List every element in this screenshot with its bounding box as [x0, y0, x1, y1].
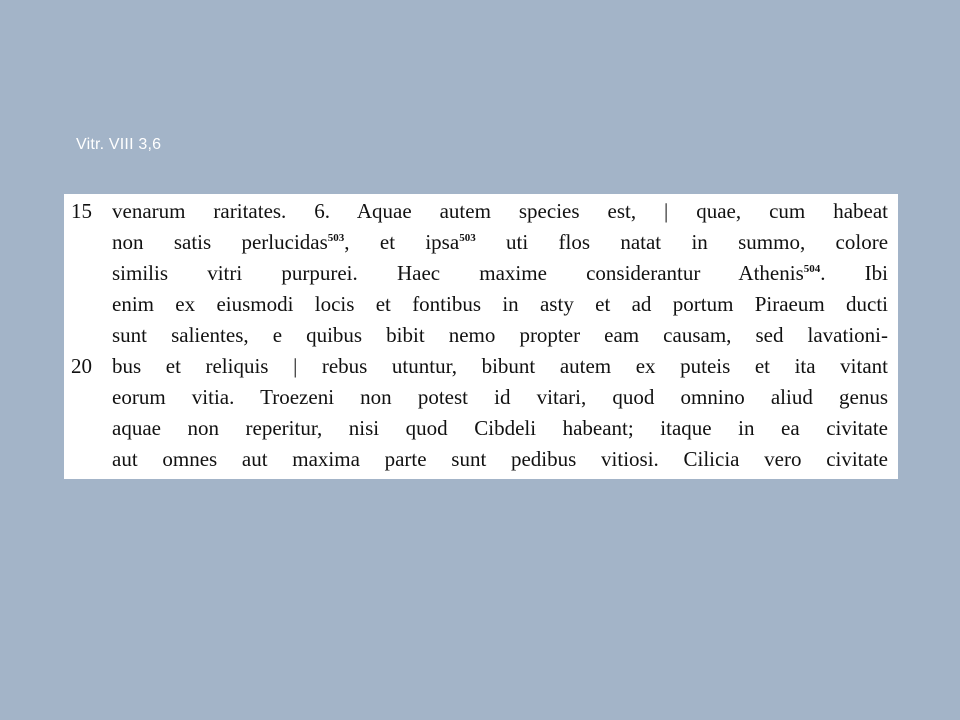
text-line	[64, 290, 898, 318]
text-line	[64, 259, 898, 287]
slide-title: Vitr. VIII 3,6	[76, 136, 162, 153]
text-line	[64, 321, 898, 349]
line-text: eorum vitia. Troezeni non potest id vitari, quod omnino aliud genus	[112, 385, 888, 409]
line-text: aut omnes aut maxima parte sunt pedibus vitiosi. Cilicia vero civitate	[112, 447, 888, 471]
text-line	[64, 352, 898, 380]
line-text: venarum raritates. 6. Aquae autem species est, | quae, cum habeat	[112, 199, 888, 223]
text-line	[64, 228, 898, 256]
line-number: 15	[71, 199, 92, 223]
line-number: 20	[71, 354, 92, 378]
footnote-marker: 503	[327, 232, 345, 244]
line-text: similis vitri purpurei. Haec maxime considerantur Athenis$^{504}$. Ibi	[112, 261, 889, 285]
line-text: enim ex eiusmodi locis et fontibus in asty et ad portum Piraeum ducti	[112, 292, 888, 316]
line-text: aquae non reperitur, nisi quod Cibdeli habeant; itaque in ea civitate	[112, 416, 888, 440]
text-line	[64, 197, 898, 225]
line-text: sunt salientes, e quibus bibit nemo propter eam causam, sed lavationi-	[112, 323, 888, 347]
footnote-marker: 503	[459, 232, 476, 244]
line-text: bus et reliquis | rebus utuntur, bibunt autem ex puteis et ita vitant	[112, 354, 888, 378]
text-line	[64, 383, 898, 411]
text-line	[64, 445, 898, 473]
line-text: non satis perlucidas$^{503}$, et ipsa$^{503}$ uti flos natat in summo, colore	[112, 230, 889, 254]
footnote-marker: 504	[803, 263, 821, 275]
text-line	[64, 414, 898, 442]
text-excerpt	[64, 194, 898, 479]
